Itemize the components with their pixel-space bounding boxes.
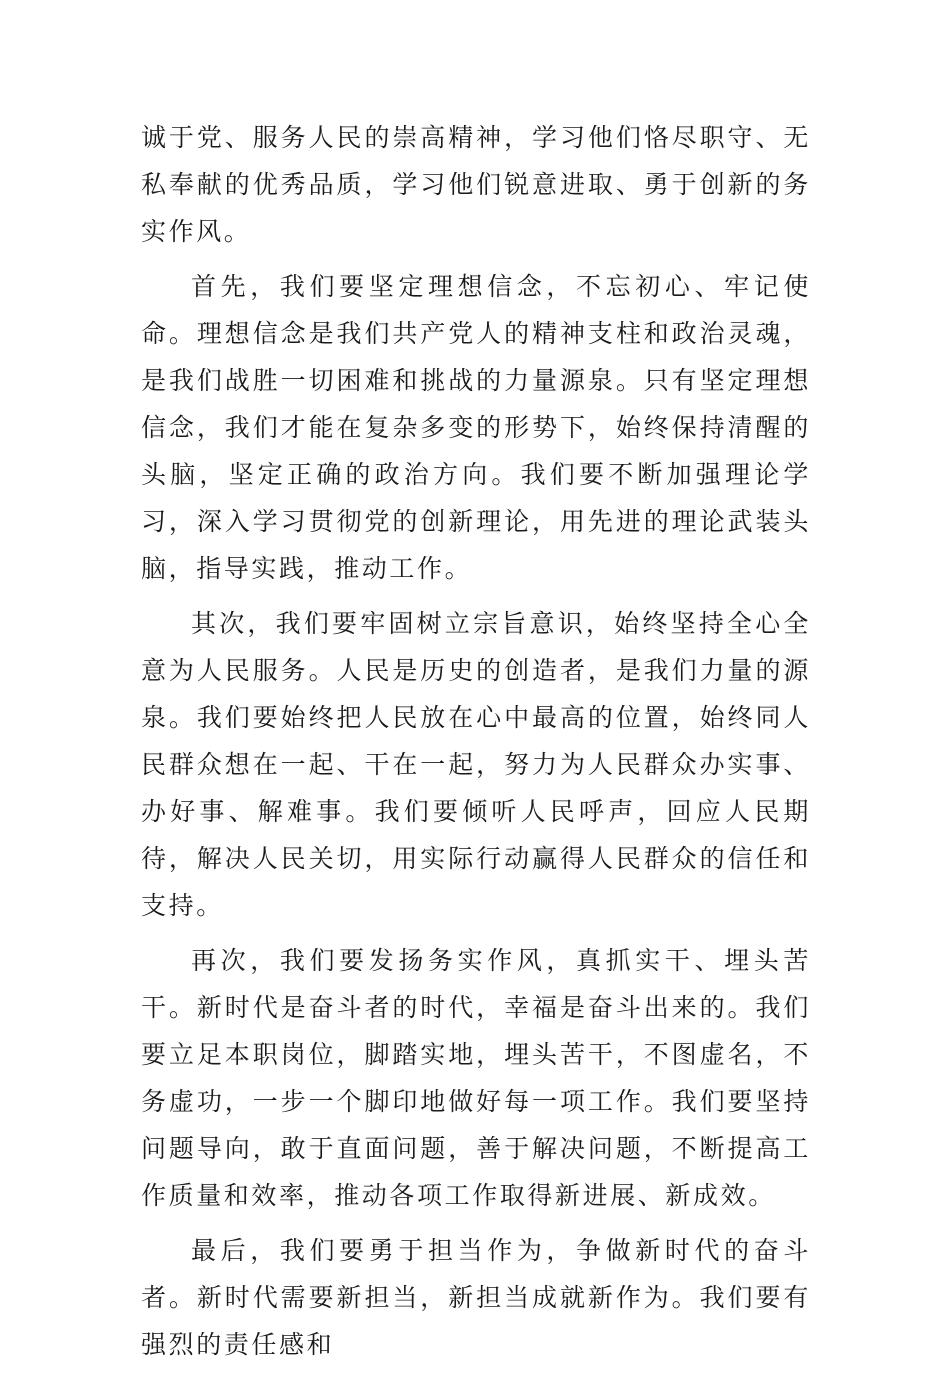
paragraph-continuation: 诚于党、服务人民的崇高精神，学习他们恪尽职守、无私奉献的优秀品质，学习他们锐意进取、勇于创新的务实作风。 [141, 123, 811, 246]
paragraph-secondly: 其次，我们要牢固树立宗旨意识，始终坚持全心全意为人民服务。人民是历史的创造者，是我们力量的源泉。我们要始终把人民放在心中最高的位置，始终同人民群众想在一起、干在一起，努力为人民群众办实事、办好事、解难事。我们要倾听人民呼声，回应人民期待，解决人民关切，用实际行动赢得人民群众的信任和支持。 [141, 609, 811, 920]
document-body [141, 114, 811, 1376]
paragraph-finally: 最后，我们要勇于担当作为，争做新时代的奋斗者。新时代需要新担当，新担当成就新作为。我们要有强烈的责任感和 [141, 1236, 811, 1359]
paragraph-firstly: 首先，我们要坚定理想信念，不忘初心、牢记使命。理想信念是我们共产党人的精神支柱和政治灵魂，是我们战胜一切困难和挑战的力量源泉。只有坚定理想信念，我们才能在复杂多变的形势下，始终保持清醒的头脑，坚定正确的政治方向。我们要不断加强理论学习，深入学习贯彻党的创新理论，用先进的理论武装头脑，指导实践，推动工作。 [141, 272, 811, 583]
paragraph-thirdly: 再次，我们要发扬务实作风，真抓实干、埋头苦干。新时代是奋斗者的时代，幸福是奋斗出来的。我们要立足本职岗位，脚踏实地，埋头苦干，不图虚名，不务虚功，一步一个脚印地做好每一项工作。我们要坚持问题导向，敢于直面问题，善于解决问题，不断提高工作质量和效率，推动各项工作取得新进展、新成效。 [141, 946, 811, 1210]
